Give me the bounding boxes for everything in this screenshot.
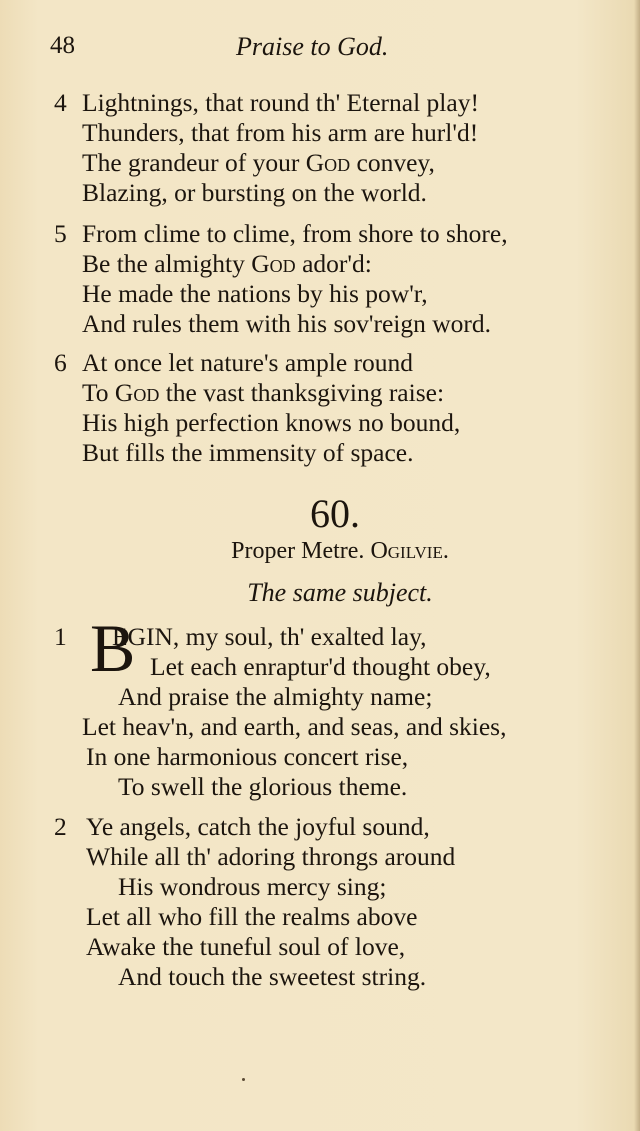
verse-line: From clime to clime, from shore to shore, [82, 219, 508, 248]
hymn-metre-line [0, 538, 640, 565]
verse-number: 1 [54, 622, 67, 651]
verse-line-tail: the vast thanksgiving raise: [159, 378, 445, 407]
verse-number: 5 [54, 219, 67, 248]
verse-line: Ye angels, catch the joyful sound, [86, 812, 430, 841]
hymn-stanza-2 [52, 812, 612, 992]
drop-cap: B [90, 610, 136, 686]
verse-line: And rules them with his sov'reign word. [82, 309, 492, 338]
stanza-5 [52, 219, 612, 339]
verse-line: Let heav'n, and earth, and seas, and skies, [82, 712, 507, 741]
verse-line: EGIN, my soul, th' exalted lay, [112, 622, 427, 651]
small-caps-god: God [251, 249, 296, 278]
verse-line: At once let nature's ample round [82, 348, 414, 377]
verse-line: His wondrous mercy sing; [118, 872, 387, 901]
verse-line: Blazing, or bursting on the world. [82, 178, 427, 207]
stanza-4 [52, 88, 612, 208]
stanza-6 [52, 348, 612, 468]
verse-line: Let all who fill the realms above [86, 902, 418, 931]
verse-line: Thunders, that from his arm are hurl'd! [82, 118, 479, 147]
small-caps-god: God [114, 378, 160, 407]
page-header [50, 32, 410, 72]
verse-line: To swell the glorious theme. [118, 772, 408, 801]
verse-line: Let each enraptur'd thought obey, [150, 652, 491, 681]
verse-line-head: Be the almighty [82, 249, 252, 278]
verse-line-head: The grandeur of your [82, 148, 306, 177]
verse-number: 2 [54, 812, 67, 841]
verse-line [52, 148, 612, 178]
verse-line: But fills the immensity of space. [82, 438, 414, 467]
verse-number: 6 [54, 348, 67, 377]
verse-line: And touch the sweetest string. [118, 962, 427, 991]
paper-speck [242, 1078, 245, 1081]
verse-line: His high perfection knows no bound, [82, 408, 461, 437]
verse-line: And praise the almighty name; [118, 682, 433, 711]
hymn-subject: The same subject. [247, 578, 433, 607]
verse-line: In one harmonious concert rise, [86, 742, 409, 771]
small-caps-god: God [305, 148, 351, 177]
hymn-author: Ogilvie. [370, 538, 449, 564]
verse-line-tail: convey, [350, 148, 435, 177]
hymn-number: 60. [310, 491, 360, 536]
verse-line [52, 249, 612, 279]
verse-line: Lightnings, that round th' Eternal play! [82, 88, 479, 117]
verse-line-head: To [82, 378, 115, 407]
hymn-metre: Proper Metre. [231, 538, 365, 564]
page-edge-shadow [634, 0, 640, 1131]
verse-line: While all th' adoring throngs around [86, 842, 456, 871]
page-number: 48 [50, 32, 75, 59]
verse-number: 4 [54, 88, 67, 117]
verse-line [52, 378, 612, 408]
verse-line-tail: ador'd: [295, 249, 372, 278]
hymn-stanza-1 [52, 610, 612, 802]
verse-line: He made the nations by his pow'r, [82, 279, 428, 308]
running-title: Praise to God. [236, 32, 389, 61]
verse-line: Awake the tuneful soul of love, [86, 932, 406, 961]
